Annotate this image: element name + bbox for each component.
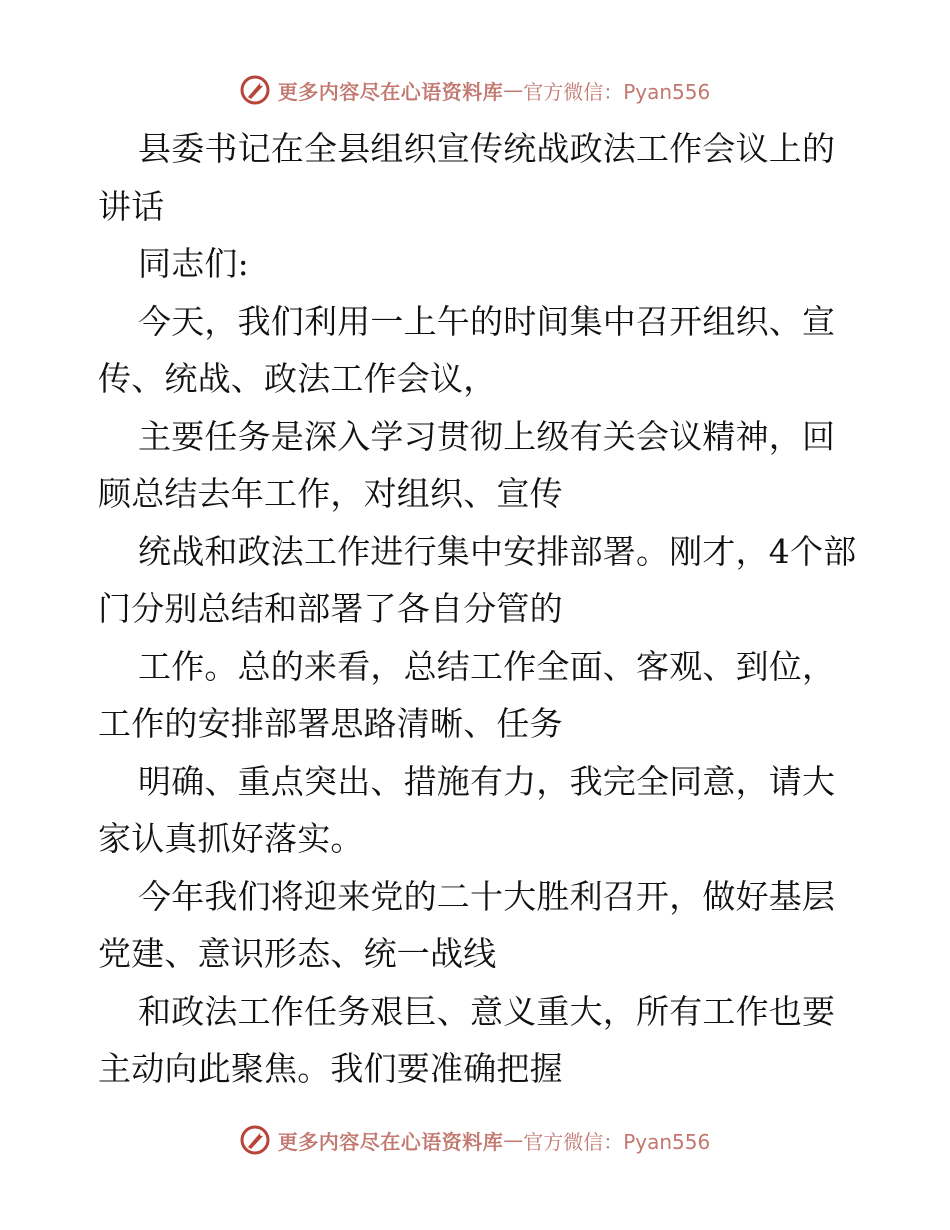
footer-banner [0, 1120, 950, 1160]
document-title: 县委书记在全县组织宣传统战政法工作会议上的讲话 [98, 129, 836, 226]
banner-wechat-text: 官方微信：Pyan556 [523, 1129, 711, 1154]
paragraph: 统战和政法工作进行集中安排部署。刚才，4个部门分别总结和部署了各自分管的 [98, 531, 857, 628]
banner-separator: — [503, 1128, 524, 1152]
banner-separator: — [503, 78, 524, 102]
document-body [98, 120, 858, 1098]
paragraph: 明确、重点突出、措施有力，我完全同意，请大家认真抓好落实。 [98, 761, 836, 858]
paragraph: 今天，我们利用一上午的时间集中召开组织、宣传、统战、政法工作会议， [98, 301, 836, 398]
banner-brand-text: 更多内容尽在心语资料库 [277, 1129, 504, 1154]
paragraph: 工作。总的来看，总结工作全面、客观、到位，工作的安排部署思路清晰、任务 [98, 646, 836, 743]
banner-brand-text: 更多内容尽在心语资料库 [277, 79, 504, 104]
pen-nib-logo-icon [240, 1125, 270, 1155]
paragraph: 今年我们将迎来党的二十大胜利召开，做好基层党建、意识形态、统一战线 [98, 876, 836, 973]
header-banner [0, 70, 950, 110]
paragraph: 主要任务是深入学习贯彻上级有关会议精神，回顾总结去年工作，对组织、宣传 [98, 416, 836, 513]
banner-wechat-text: 官方微信：Pyan556 [523, 79, 711, 104]
paragraph: 和政法工作任务艰巨、意义重大，所有工作也要主动向此聚焦。我们要准确把握 [98, 991, 836, 1088]
greeting: 同志们: [138, 244, 249, 283]
pen-nib-logo-icon [240, 75, 270, 105]
